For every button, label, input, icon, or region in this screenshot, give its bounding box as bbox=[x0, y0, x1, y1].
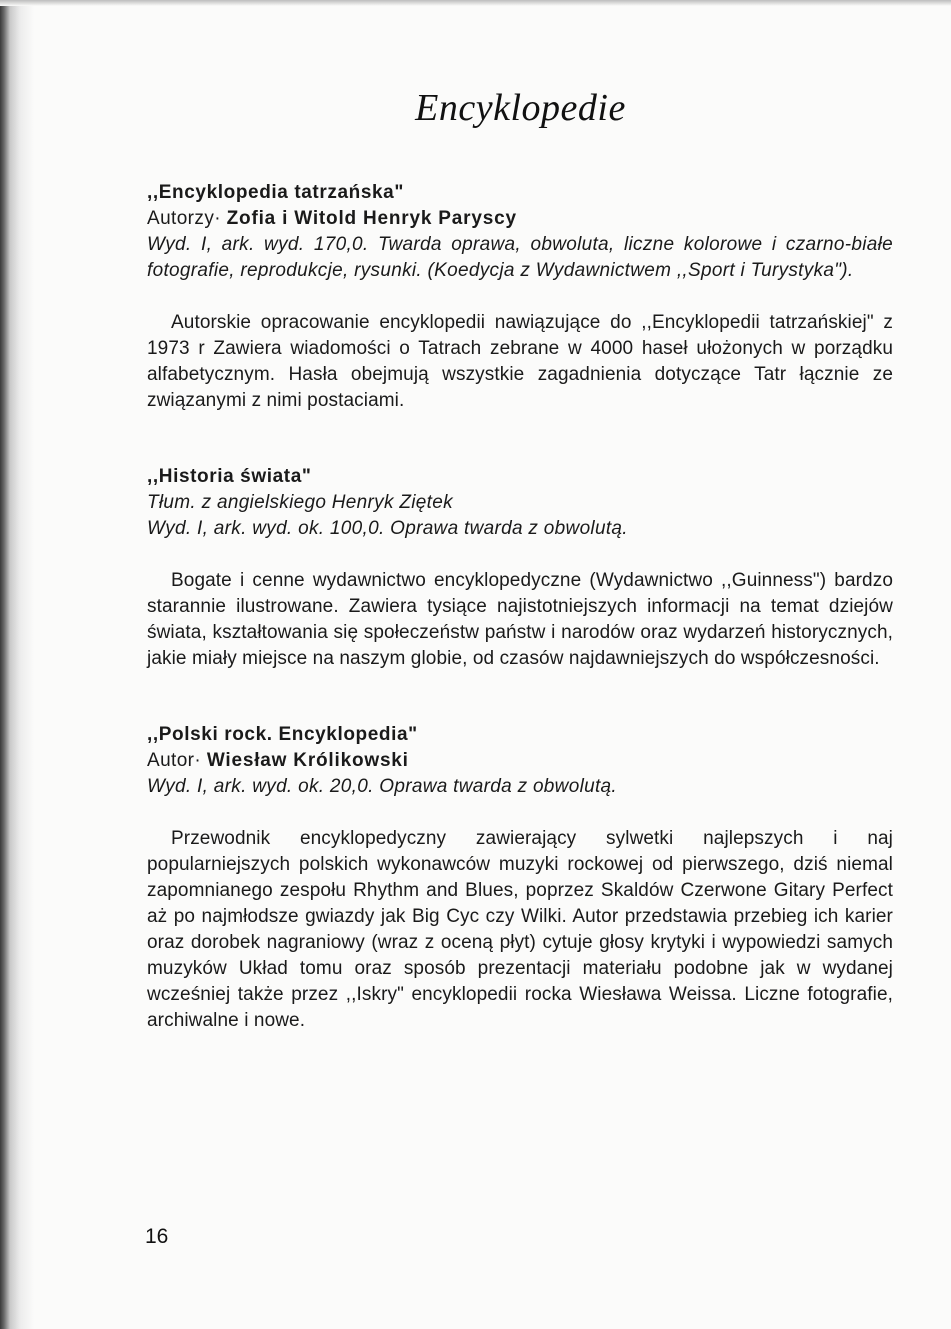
entry-edition: Wyd. I, ark. wyd. ok. 100,0. Oprawa twarda z obwolutą. bbox=[147, 518, 628, 539]
page-top-shadow bbox=[0, 0, 951, 6]
entry-title: ,,Polski rock. Encyklopedia" bbox=[147, 724, 418, 745]
entry-edition: Wyd. I, ark. wyd. ok. 20,0. Oprawa twarda z obwolutą. bbox=[147, 776, 617, 797]
page-heading: Encyklopedie bbox=[415, 87, 626, 129]
entry-author-name: Wiesław Królikowski bbox=[206, 750, 409, 771]
entry-edition: Wyd. I, ark. wyd. 170,0. Twarda oprawa, obwoluta, liczne kolorowe i czarno-białe fotografie, reprodukcje, rysunki. (Koedycja z Wydawnictwem ,,Sport i Turystyka"). bbox=[147, 234, 893, 281]
entry-description: Przewodnik encyklopedyczny zawierający sylwetki najlepszych i naj popularniejszych polskich wykonawców muzyki rockowej od pierwszego, dziś niemal zapomnianego zespołu Rhythm and Blues, poprzez Skaldów Czerwone Gitary Perfect aż po najmłodsze gwiazdy jak Big Cyc czy Wilki. Autor przedstawia przebieg ich karier oraz dorobek nagraniowy (wraz z oceną płyt) cytuje głosy krytyki i wypowiedzi samych muzyków Układ tomu oraz sposób prezentacji materiału podobne jak w wydanej wcześniej także przez ,,Iskry" encyklopedii rocka Wiesława Weissa. Liczne fotografie, archiwalne i nowe. bbox=[147, 828, 893, 1031]
entry-historia-swiata bbox=[147, 464, 893, 672]
entry-author-prefix: Autor· bbox=[147, 750, 202, 771]
entry-author bbox=[147, 748, 893, 774]
entry-title: ,,Historia świata" bbox=[147, 466, 312, 487]
entry-encyklopedia-tatrzanska bbox=[147, 180, 893, 414]
entry-translator: Tłum. z angielskiego Henryk Ziętek bbox=[147, 492, 453, 513]
entry-description: Bogate i cenne wydawnictwo encyklopedyczne (Wydawnictwo ,,Guinness") bardzo starannie ilustrowane. Zawiera tysiące najistotniejszych informacji na temat dziejów świata, kształtowania się społeczeństw państw i narodów oraz wydarzeń historycznych, jakie miały miejsce na naszym globie, od czasów najdawniejszych do współczesności. bbox=[147, 570, 893, 669]
entry-author-name: Zofia i Witold Henryk Paryscy bbox=[226, 208, 517, 229]
entry-polski-rock bbox=[147, 722, 893, 1034]
entry-author bbox=[147, 206, 893, 232]
entry-author-prefix: Autorzy· bbox=[147, 208, 221, 229]
entry-title: ,,Encyklopedia tatrzańska" bbox=[147, 182, 404, 203]
page-number: 16 bbox=[145, 1225, 169, 1248]
page-binding-shadow bbox=[0, 0, 34, 1329]
entries-list bbox=[147, 180, 893, 1034]
entry-description: Autorskie opracowanie encyklopedii nawiązujące do ,,Encyklopedii tatrzańskiej" z 1973 r Zawiera wiadomości o Tatrach zebrane w 4000 haseł ułożonych w porządku alfabetycznym. Hasła obejmują wszystkie zagadnienia dotyczące Tatr łącznie ze związanymi z nimi postaciami. bbox=[147, 312, 893, 411]
